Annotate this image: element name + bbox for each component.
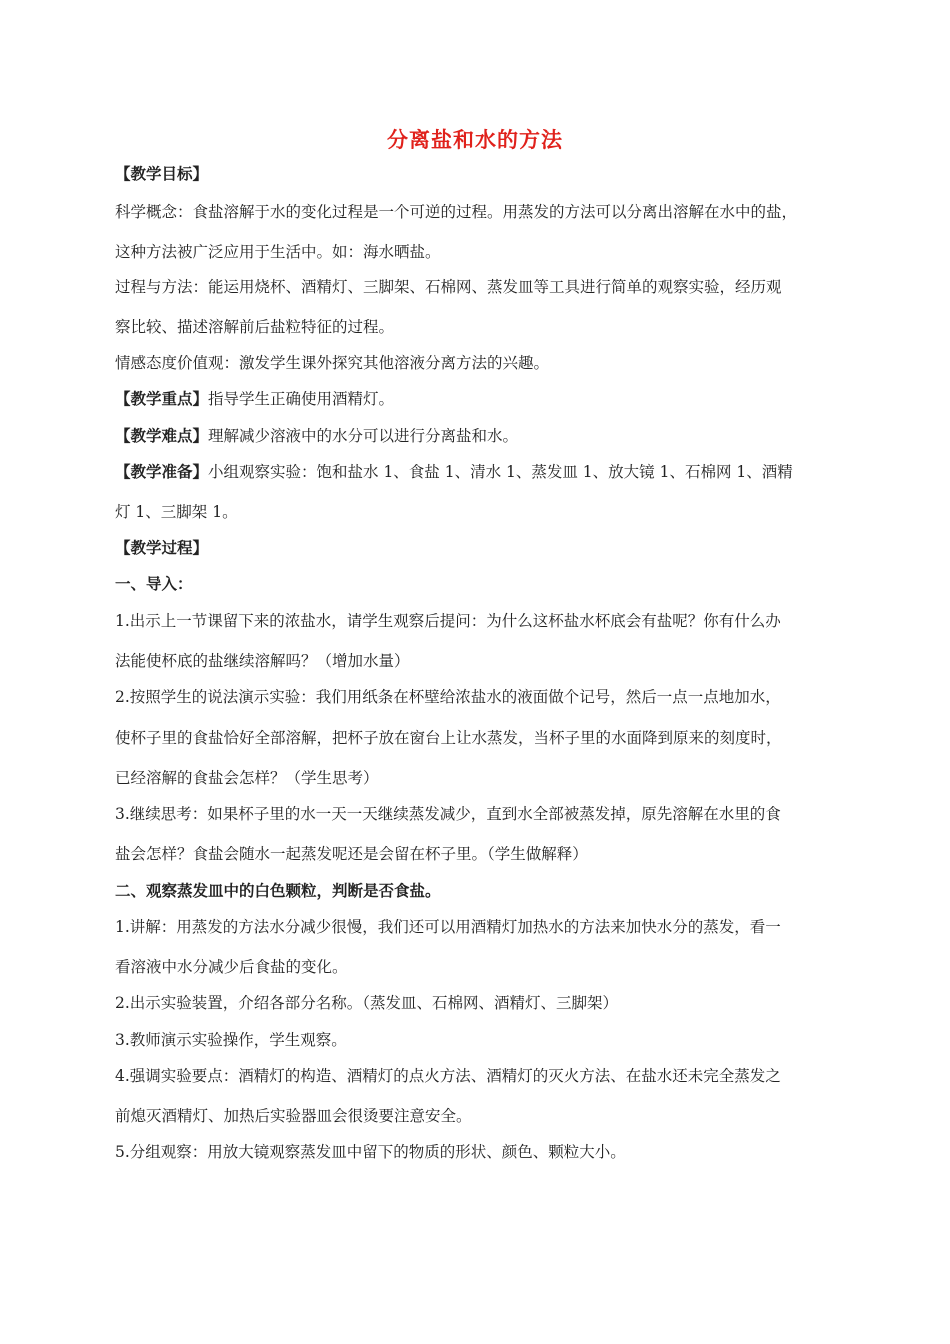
preparation-text-continued: 灯 1、三脚架 1。 [115,503,238,521]
part2-line: 前熄灭酒精灯、加热后实验器皿会很烫要注意安全。 [115,1107,472,1125]
part2-heading: 二、观察蒸发皿中的白色颗粒，判断是否食盐。 [115,882,441,900]
part2-line: 4.强调实验要点：酒精灯的构造、酒精灯的点火方法、酒精灯的灭火方法、在盐水还未完全蒸发之 [115,1067,781,1085]
part2-line: 1.讲解：用蒸发的方法水分减少很慢，我们还可以用酒精灯加热水的方法来加快水分的蒸发，看一 [115,918,781,936]
part2-line: 3.教师演示实验操作，学生观察。 [115,1031,347,1049]
objective-line: 科学概念：食盐溶解于水的变化过程是一个可逆的过程。用蒸发的方法可以分离出溶解在水中的盐， [115,203,798,221]
part1-line: 3.继续思考：如果杯子里的水一天一天继续蒸发减少，直到水全部被蒸发掉，原先溶解在水里的食 [115,805,781,823]
process-heading: 【教学过程】 [115,539,209,557]
difficulty-text: 理解减少溶液中的水分可以进行分离盐和水。 [208,427,519,445]
objectives-heading: 【教学目标】 [115,165,209,183]
part1-line: 盐会怎样？食盐会随水一起蒸发呢还是会留在杯子里。（学生做解释） [115,845,588,863]
part1-line: 已经溶解的食盐会怎样？（学生思考） [115,769,379,787]
preparation-row [115,461,845,483]
document-title: 分离盐和水的方法 [387,128,563,152]
part1-line: 2.按照学生的说法演示实验：我们用纸条在杯壁给浓盐水的液面做个记号，然后一点一点地加水， [115,688,781,706]
objective-line: 这种方法被广泛应用于生活中。如：海水晒盐。 [115,243,441,261]
part1-line: 使杯子里的食盐恰好全部溶解，把杯子放在窗台上让水蒸发，当杯子里的水面降到原来的刻度时， [115,729,782,747]
part1-line: 法能使杯底的盐继续溶解吗？（增加水量） [115,652,410,670]
objective-line: 过程与方法：能运用烧杯、酒精灯、三脚架、石棉网、蒸发皿等工具进行简单的观察实验，经历观 [115,278,782,296]
preparation-text: 小组观察实验：饱和盐水 1、食盐 1、清水 1、蒸发皿 1、放大镜 1、石棉网 1、酒精 [208,463,793,481]
key-point-row [115,388,845,410]
part1-line: 1.出示上一节课留下来的浓盐水，请学生观察后提问：为什么这杯盐水杯底会有盐呢？你有什么办 [115,612,781,630]
difficulty-row [115,425,845,447]
key-point-text: 指导学生正确使用酒精灯。 [208,390,395,408]
objective-line: 察比较、描述溶解前后盐粒特征的过程。 [115,318,395,336]
part2-line: 2.出示实验装置，介绍各部分名称。（蒸发皿、石棉网、酒精灯、三脚架） [115,994,619,1012]
part2-line: 看溶液中水分减少后食盐的变化。 [115,958,348,976]
objective-line: 情感态度价值观：激发学生课外探究其他溶液分离方法的兴趣。 [115,354,550,372]
part1-heading: 一、导入： [115,575,193,593]
preparation-label: 【教学准备】 [115,463,209,481]
key-point-label: 【教学重点】 [115,390,209,408]
difficulty-label: 【教学难点】 [115,427,209,445]
part2-line: 5.分组观察：用放大镜观察蒸发皿中留下的物质的形状、颜色、颗粒大小。 [115,1143,626,1161]
